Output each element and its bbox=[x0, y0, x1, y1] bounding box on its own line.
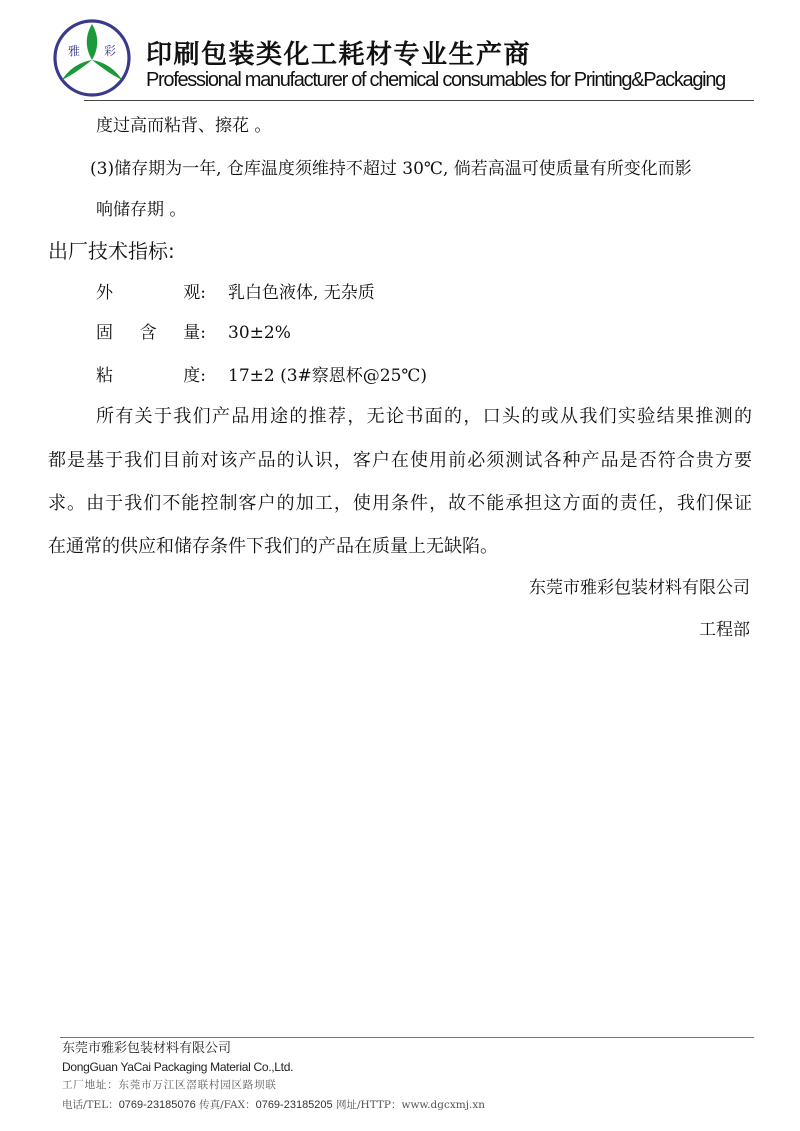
disclaimer-line: 都是基于我们目前对该产品的认识，客户在使用前必须测试各种产品是否符合贵方要 bbox=[48, 450, 752, 471]
footer-company-en: DongGuan YaCai Packaging Material Co.,Ltd. bbox=[62, 1060, 294, 1074]
disclaimer-line: 求。由于我们不能控制客户的加工，使用条件，故不能承担这方面的责任，我们保证 bbox=[48, 493, 752, 514]
spec-label-solid-content bbox=[96, 322, 206, 344]
logo-emblem-icon bbox=[52, 18, 132, 98]
footer-fax-label: 传真/FAX： bbox=[195, 1099, 256, 1111]
body-line: 响储存期 。 bbox=[96, 200, 187, 220]
spec-label-char: 量: bbox=[183, 323, 206, 343]
spec-label-char: 观: bbox=[183, 283, 206, 303]
spec-value-viscosity: 17±2 (3#察恩杯@25℃) bbox=[228, 366, 428, 386]
footer-tel-label: 电话/TEL： bbox=[62, 1099, 119, 1111]
spec-label-char: 含 bbox=[139, 323, 157, 343]
footer-contact bbox=[62, 1097, 485, 1113]
body-line: (3)储存期为一年, 仓库温度须维持不超过 30℃, 倘若高温可使质量有所变化而影 bbox=[90, 159, 692, 179]
spec-label-char: 粘 bbox=[96, 366, 113, 386]
spec-label-char: 度: bbox=[183, 366, 206, 386]
spec-label-char: 固 bbox=[96, 323, 113, 343]
disclaimer-line: 所有关于我们产品用途的推荐，无论书面的，口头的或从我们实验结果推测的 bbox=[96, 406, 752, 427]
logo-char-right: 彩 bbox=[103, 44, 117, 58]
footer-tel: 0769-23185076 bbox=[118, 1099, 196, 1111]
section-title: 出厂技术指标: bbox=[48, 239, 175, 263]
signature-company: 东莞市雅彩包装材料有限公司 bbox=[529, 578, 750, 598]
footer-fax: 0769-23185205 bbox=[255, 1099, 333, 1111]
footer-address: 工厂地址：东莞市万江区滘联村园区路坝联 bbox=[62, 1079, 277, 1091]
letterhead-title-en: Professional manufacturer of chemical consumables for Printing&Packaging bbox=[146, 69, 725, 91]
spec-value-appearance: 乳白色液体, 无杂质 bbox=[228, 283, 375, 303]
header-divider bbox=[84, 100, 754, 101]
footer-web: www.dgcxmj.xn bbox=[401, 1099, 486, 1111]
footer-company-cn: 东莞市雅彩包装材料有限公司 bbox=[62, 1041, 232, 1056]
company-logo bbox=[52, 18, 132, 98]
spec-label-appearance bbox=[96, 282, 206, 304]
disclaimer-line: 在通常的供应和储存条件下我们的产品在质量上无缺陷。 bbox=[48, 536, 498, 557]
spec-label-viscosity bbox=[96, 365, 206, 387]
logo-char-left: 雅 bbox=[67, 44, 81, 58]
letterhead bbox=[0, 0, 800, 105]
spec-label-char: 外 bbox=[96, 283, 113, 303]
body-line: 度过高而粘背、擦花 。 bbox=[96, 116, 272, 136]
letterhead-title-cn: 印刷包装类化工耗材专业生产商 bbox=[146, 40, 532, 70]
footer-divider bbox=[60, 1037, 754, 1038]
footer-web-label: 网址/HTTP： bbox=[332, 1099, 402, 1111]
spec-value-solid-content: 30±2% bbox=[228, 323, 291, 343]
signature-department: 工程部 bbox=[699, 620, 750, 640]
